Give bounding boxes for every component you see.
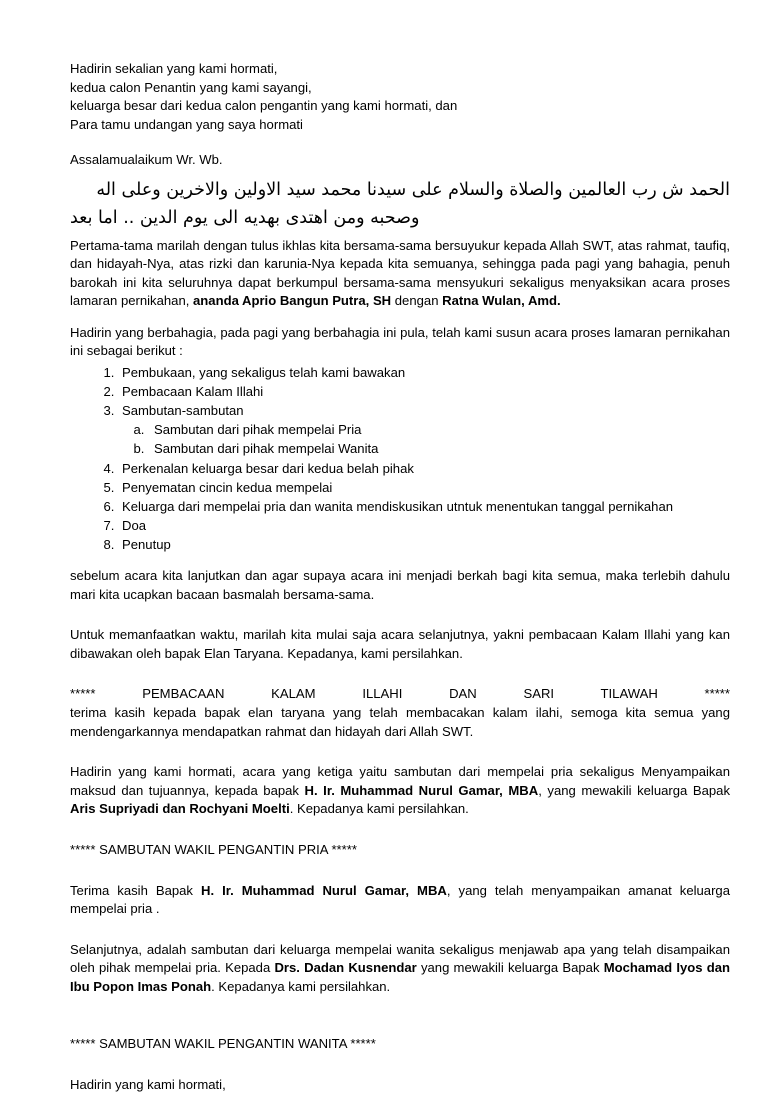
agenda-sub-list [122,420,730,458]
paragraph-8 [70,941,730,997]
bride-family-name: Mochamad Iyos dan Ibu Popon Imas Ponah [70,960,730,994]
paragraph-1-mid: dengan [391,293,443,309]
bride-representative-name: Drs. Dadan Kusnendar [274,960,417,976]
list-item [118,401,730,458]
greeting-line-4: Para tamu undangan yang saya hormati [70,116,303,132]
paragraph-6-mid: , yang mewakili keluarga Bapak [538,782,731,798]
paragraph-1 [70,237,730,311]
paragraph-9: Hadirin yang kami hormati, [70,1076,226,1092]
paragraph-6-end: . Kepadanya kami persilahkan. [289,801,469,817]
sub-list-item: b. Sambutan dari pihak mempelai Wanita [148,439,730,458]
list-item: 2. Pembacaan Kalam Illahi [118,382,730,401]
groom-representative-name-repeat: H. Ir. Muhammad Nurul Gamar, MBA [200,882,447,898]
groom-family-name: Aris Supriyadi dan Rochyani Moelti [70,801,290,817]
groom-name: ananda Aprio Bangun Putra, SH [193,293,392,309]
paragraph-8-mid: yang mewakili keluarga Bapak [416,960,604,976]
bride-name: Ratna Wulan, Amd. [442,293,561,309]
list-item: 5. Penyematan cincin kedua mempelai [118,478,730,497]
heading-pembacaan-kalam-illahi: ***** PEMBACAAN KALAM ILLAHI DAN SARI TILAWAH ***** [70,686,730,702]
paragraph-8-text-a: Selanjutnya, adalah sambutan dari keluarga mempelai wanita sekaligus menjawab apa yang telah disampaikan oleh pihak mempelai pria. Kepada [70,941,730,976]
paragraph-7-text-a: Terima kasih Bapak [70,882,201,898]
list-item: 4. Perkenalan keluarga besar dari kedua belah pihak [118,459,730,478]
greeting-line-2: kedua calon Penantin yang kami sayangi, [70,79,312,95]
paragraph-4: Untuk memanfaatkan waktu, marilah kita mulai saja acara selanjutnya, yakni pembacaan Kalam Illahi yang kan dibawakan oleh bapak Elan Taryana. Kepadanya, kami persilahkan. [70,627,730,661]
heading-sambutan-wakil-pengantin-pria: ***** SAMBUTAN WAKIL PENGANTIN PRIA ***** [70,841,357,857]
list-item-label: Sambutan-sambutan [122,403,244,419]
greeting-line-1: Hadirin sekalian yang kami hormati, [70,61,278,76]
list-item: 7. Doa [118,516,730,535]
arabic-line-1: الحمد ش رب العالمين والصلاة والسلام على سيدنا محمد سيد الاولين والاخرين وعلى اله [96,179,730,200]
paragraph-8-end: . Kepadanya kami persilahkan. [211,978,391,994]
paragraph-7 [70,882,730,919]
arabic-invocation [70,176,730,233]
paragraph-1-text-a: Pertama-tama marilah dengan tulus ikhlas kita bersama-sama bersuyukur kepada Allah SWT, atas rahmat, taufiq, dan hidayah-Nya, atas rizki dan karunia-Nya kepada kita semuanya, sehingga pada pagi yang bahagia, penuh barokah ini kita seluruhnya dapat berkumpul bersama-sama mensyukuri sekaligus menyaksikan acara proses lamaran pernikahan, [70,237,730,309]
arabic-line-2: وصحبه ومن اهتدى بهديه الى يوم الدين .. اما بعد [70,208,420,229]
salam-line: Assalamualaikum Wr. Wb. [70,152,223,168]
list-item: 6. Keluarga dari mempelai pria dan wanita mendiskusikan utntuk menentukan tanggal pernikahan [118,497,730,516]
paragraph-3: sebelum acara kita lanjutkan dan agar supaya acara ini menjadi berkah bagi kita semua, maka terlebih dahulu mari kita ucapkan bacaan basmalah bersama-sama. [70,568,730,602]
list-item: 8. Penutup [118,535,730,554]
paragraph-5: terima kasih kepada bapak elan taryana yang telah membacakan kalam ilahi, semoga kita semua yang mendengarkannya mendapatkan rahmat dan hidayah dari Allah SWT. [70,705,730,739]
list-item: 1. Pembukaan, yang sekaligus telah kami bawakan [118,363,730,382]
greeting-line-3: keluarga besar dari kedua calon pengantin yang kami hormati, dan [70,98,458,114]
greeting-block [70,60,730,134]
document-body [70,60,730,1095]
paragraph-6 [70,763,730,819]
paragraph-7-end: , yang telah menyampaikan amanat keluarga mempelai pria . [70,882,730,917]
heading-sambutan-wakil-pengantin-wanita: ***** SAMBUTAN WAKIL PENGANTIN WANITA ***** [70,1036,376,1052]
paragraph-2: Hadirin yang berbahagia, pada pagi yang berbahagia ini pula, telah kami susun acara proses lamaran pernikahan ini sebagai berikut : [70,324,730,359]
paragraph-6-text-a: Hadirin yang kami hormati, acara yang ketiga yaitu sambutan dari mempelai pria sekaligus Menyampaikan maksud dan tujuannya, kepada bapak [70,764,730,798]
agenda-list [70,363,730,554]
sub-list-item: a. Sambutan dari pihak mempelai Pria [148,420,730,439]
groom-representative-name: H. Ir. Muhammad Nurul Gamar, MBA [304,782,539,798]
